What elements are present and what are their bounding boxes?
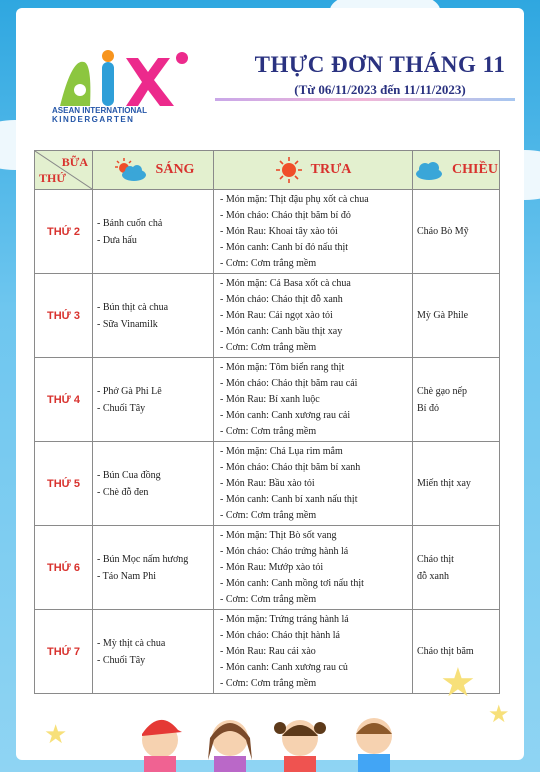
afternoon-cell [413, 442, 500, 526]
breakfast-cell [93, 274, 214, 358]
list-item: - Chè đỗ đen [97, 486, 149, 498]
list-item: Miến thịt xay [417, 478, 471, 489]
list-item: - Món canh: Canh bầu thịt xay [220, 325, 343, 337]
list-item: - Món Rau: Bí xanh luộc [220, 393, 320, 405]
list-item: - Món cháo: Cháo trứng hành lá [220, 545, 349, 557]
menu-table [34, 150, 500, 694]
title-underline [215, 98, 515, 101]
list-item: - Chuối Tây [97, 654, 146, 666]
list-item: - Chuối Tây [97, 402, 146, 414]
list-item: - Cơm: Cơm trắng mềm [220, 425, 317, 437]
list-item: - Món cháo: Cháo thịt băm bí đỏ [220, 209, 351, 221]
sun-cloud-icon [112, 157, 148, 183]
list-item: - Món cháo: Cháo thịt băm bí xanh [220, 461, 361, 473]
day-cell: THỨ 7 [35, 610, 93, 694]
list-item: - Táo Nam Phi [97, 570, 156, 582]
list-item: - Món Rau: Khoai tây xào tỏi [220, 225, 338, 237]
star-icon: ★ [440, 660, 476, 706]
star-icon: ★ [488, 700, 510, 728]
lunch-cell [214, 274, 413, 358]
corner-day-label: THỨ [39, 171, 66, 185]
list-item: - Món mặn: Cá Basa xốt cà chua [220, 277, 351, 289]
corner-header [35, 151, 93, 190]
list-item: Mỳ Gà Phile [417, 310, 469, 321]
list-item: - Bánh cuốn chả [97, 217, 163, 229]
logo-caption [52, 106, 182, 124]
list-item: Cháo thịt băm [417, 646, 474, 657]
list-item: - Món Rau: Rau cải xào [220, 645, 316, 657]
table-row [35, 526, 500, 610]
column-label-chieu: CHIỀU [452, 162, 498, 177]
lunch-cell [214, 526, 413, 610]
lunch-cell [214, 358, 413, 442]
day-cell: THỨ 5 [35, 442, 93, 526]
cloud-icon [414, 160, 444, 180]
table-row [35, 610, 500, 694]
column-header-trua [214, 151, 413, 190]
list-item: - Món canh: Canh bí đỏ nấu thịt [220, 241, 349, 253]
column-header-sang [93, 151, 214, 190]
list-item: - Món mặn: Tôm biển rang thịt [220, 361, 345, 373]
list-item: - Món canh: Canh xương rau củ [220, 661, 348, 673]
list-item: - Dưa hấu [97, 234, 137, 246]
table-row [35, 190, 500, 274]
date-range: (Từ 06/11/2023 đến 11/11/2023) [294, 82, 466, 97]
day-cell: THỨ 2 [35, 190, 93, 274]
list-item: - Bún Mọc nấm hương [97, 553, 189, 565]
list-item: - Cơm: Cơm trắng mềm [220, 593, 317, 605]
list-item: - Món canh: Canh bí xanh nấu thịt [220, 493, 358, 505]
lunch-cell [214, 442, 413, 526]
list-item: - Món Rau: Cải ngọt xào tỏi [220, 309, 333, 321]
corner-meal-label: BỮA [61, 155, 88, 169]
list-item: - Món canh: Canh xương rau cải [220, 409, 351, 421]
list-item: Cháo thịt [417, 553, 454, 565]
list-item: - Cơm: Cơm trắng mềm [220, 341, 317, 353]
list-item: - Món canh: Canh mồng tơi nấu thịt [220, 577, 364, 589]
column-label-sang: SÁNG [155, 162, 195, 177]
lunch-cell [214, 610, 413, 694]
breakfast-cell [93, 358, 214, 442]
list-item: - Phở Gà Phi Lê [97, 385, 162, 397]
list-item: - Món cháo: Cháo thịt đỗ xanh [220, 293, 343, 305]
list-item: - Món cháo: Cháo thịt hành lá [220, 629, 340, 641]
table-row [35, 442, 500, 526]
table-header-row [35, 151, 500, 190]
star-icon: ★ [44, 720, 68, 750]
list-item: Bí đỏ [417, 402, 439, 414]
breakfast-cell [93, 442, 214, 526]
list-item: Cháo Bò Mỹ [417, 226, 469, 237]
list-item: đỗ xanh [417, 570, 449, 582]
afternoon-cell [413, 190, 500, 274]
logo-caption-line1: ASEAN INTERNATIONAL [52, 106, 147, 115]
list-item: - Sữa Vinamilk [97, 318, 158, 330]
logo-caption-line2: KINDERGARTEN [52, 115, 135, 124]
list-item: - Món mặn: Trứng tráng hành lá [220, 613, 349, 625]
page-title: THỰC ĐƠN THÁNG 11 [254, 52, 506, 77]
list-item: - Bún Cua đồng [97, 469, 161, 481]
sun-icon [275, 156, 303, 184]
list-item: - Mỳ thịt cà chua [97, 637, 166, 649]
lunch-cell [214, 190, 413, 274]
breakfast-cell [93, 190, 214, 274]
column-header-chieu [413, 151, 500, 190]
day-cell: THỨ 3 [35, 274, 93, 358]
list-item: - Món cháo: Cháo thịt băm rau cải [220, 377, 358, 389]
children-illustration [120, 700, 420, 772]
list-item: - Món mặn: Chả Lụa rim mắm [220, 445, 343, 457]
table-row [35, 358, 500, 442]
list-item: - Món Rau: Bầu xào tỏi [220, 477, 315, 489]
afternoon-cell [413, 358, 500, 442]
breakfast-cell [93, 610, 214, 694]
table-row [35, 274, 500, 358]
list-item: Chè gạo nếp [417, 385, 467, 397]
list-item: - Món Rau: Mướp xào tỏi [220, 561, 324, 573]
list-item: - Cơm: Cơm trắng mềm [220, 509, 317, 521]
list-item: - Cơm: Cơm trắng mềm [220, 257, 317, 269]
column-label-trua: TRƯA [310, 162, 352, 177]
afternoon-cell [413, 274, 500, 358]
day-cell: THỨ 6 [35, 526, 93, 610]
day-cell: THỨ 4 [35, 358, 93, 442]
list-item: - Cơm: Cơm trắng mềm [220, 677, 317, 689]
afternoon-cell [413, 526, 500, 610]
list-item: - Món mặn: Thịt đậu phụ xốt cà chua [220, 193, 369, 205]
list-item: - Bún thịt cà chua [97, 301, 169, 313]
breakfast-cell [93, 526, 214, 610]
list-item: - Món mặn: Thịt Bò sốt vang [220, 529, 337, 541]
